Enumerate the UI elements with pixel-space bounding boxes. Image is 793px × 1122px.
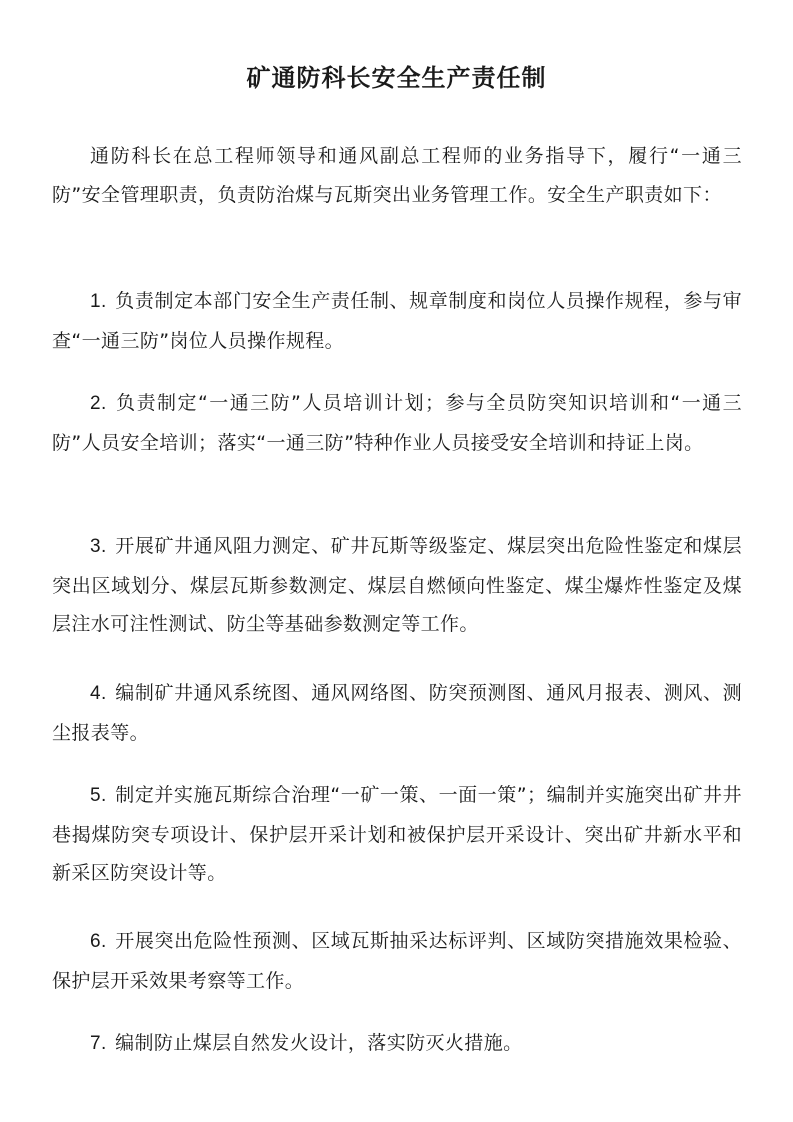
- item-text: 制定并实施瓦斯综合治理“一矿一策、一面一策”；编制并实施突出矿井井巷揭煤防突专项设计、保护层开采计划和被保护层开采设计、突出矿井新水平和新采区防突设计等。: [52, 784, 742, 884]
- duty-item-6: [52, 922, 742, 1000]
- item-text: 负责制定本部门安全生产责任制、规章制度和岗位人员操作规程，参与审查“一通三防”岗位人员操作规程。: [52, 290, 742, 352]
- item-number: 4.: [90, 683, 107, 704]
- item-text: 负责制定“一通三防”人员培训计划；参与全员防突知识培训和“一通三防”人员安全培训；落实“一通三防”特种作业人员接受安全培训和持证上岗。: [52, 392, 742, 454]
- item-number: 3.: [90, 536, 107, 557]
- item-number: 2.: [90, 393, 107, 414]
- item-number: 5.: [90, 785, 107, 806]
- item-number: 6.: [90, 931, 107, 952]
- duty-item-3: [52, 527, 742, 644]
- item-number: 7.: [90, 1033, 107, 1054]
- item-text: 开展矿井通风阻力测定、矿井瓦斯等级鉴定、煤层突出危险性鉴定和煤层突出区域划分、煤层瓦斯参数测定、煤层自燃倾向性鉴定、煤尘爆炸性鉴定及煤层注水可注性测试、防尘等基础参数测定等工作。: [52, 535, 742, 635]
- duty-item-7: [52, 1024, 742, 1064]
- item-text: 编制防止煤层自然发火设计，落实防灭火措施。: [115, 1032, 523, 1054]
- intro-paragraph: 通防科长在总工程师领导和通风副总工程师的业务指导下，履行“一通三防”安全管理职责，负责防治煤与瓦斯突出业务管理工作。安全生产职责如下：: [52, 145, 742, 206]
- duty-item-1: [52, 282, 742, 360]
- document-title: 矿通防科长安全生产责任制: [246, 64, 547, 92]
- duty-item-2: [52, 384, 742, 462]
- duty-item-4: [52, 674, 742, 752]
- item-text: 编制矿井通风系统图、通风网络图、防突预测图、通风月报表、测风、测尘报表等。: [52, 682, 742, 744]
- item-text: 开展突出危险性预测、区域瓦斯抽采达标评判、区域防突措施效果检验、保护层开采效果考察等工作。: [52, 930, 742, 992]
- duty-item-5: [52, 776, 742, 893]
- item-number: 1.: [90, 291, 107, 312]
